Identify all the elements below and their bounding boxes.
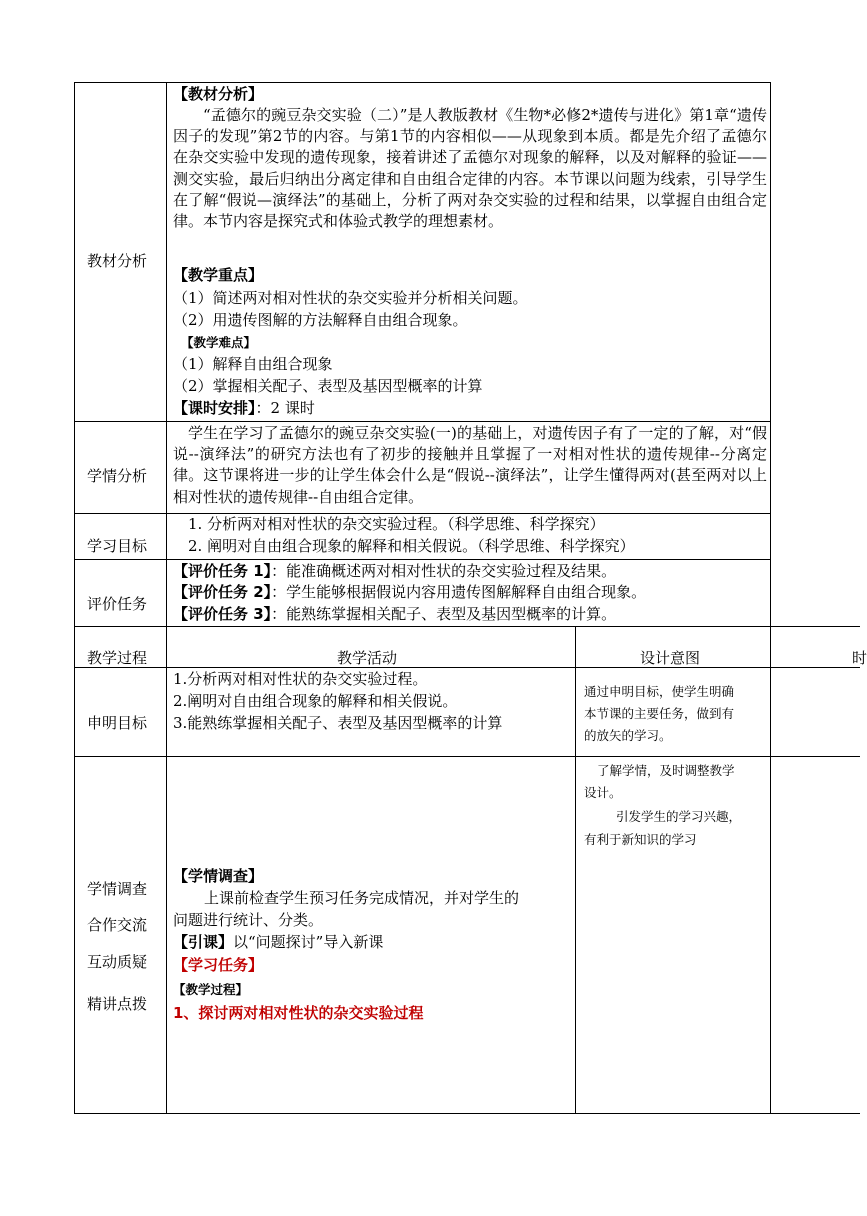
- schedule-line: [173, 398, 315, 419]
- step-1: 1、探讨两对相对性状的杂交实验过程: [173, 1004, 424, 1022]
- declare-item: 3.能熟练掌握相关配子、表型及基因型概率的计算: [173, 714, 503, 732]
- rule: [74, 82, 75, 1114]
- survey-line: 上课前检查学生预习任务完成情况，并对学生的: [204, 889, 520, 907]
- declare-intent-line: 通过申明目标，使学生明确: [584, 684, 735, 699]
- key-point-item: （1）简述两对相对性状的杂交实验并分析相关问题。: [173, 289, 528, 307]
- eval-tag: 【评价任务 2】: [173, 583, 272, 601]
- key-point-item: （2）用遗传图解的方法解释自由组合现象。: [173, 311, 468, 329]
- declare-intent-line: 的放矢的学习。: [584, 728, 672, 743]
- declare-item: 2.阐明对自由组合现象的解释和相关假说。: [173, 692, 458, 710]
- rule: [575, 626, 576, 1114]
- row-label-declare: 申明目标: [87, 714, 148, 732]
- difficulty-heading: 【教学难点】: [181, 335, 257, 350]
- textbook-heading: 【教材分析】: [173, 85, 264, 103]
- row-label-survey: 学情调查: [87, 880, 148, 898]
- eval-text: ：学生能够根据假说内容用遗传图解解释自由组合现象。: [271, 583, 647, 601]
- row-label-interact: 互动质疑: [87, 953, 148, 971]
- rule: [74, 626, 860, 627]
- header-process: 教学过程: [87, 649, 148, 667]
- eval-item: [173, 561, 616, 582]
- process-intent-line: 设计。: [584, 785, 622, 800]
- survey-heading: 【学情调查】: [173, 867, 264, 885]
- rule: [74, 421, 771, 422]
- header-activity: 教学活动: [337, 649, 398, 667]
- eval-item: [173, 604, 616, 625]
- rule: [770, 82, 771, 1114]
- difficulty-item: （1）解释自由组合现象: [173, 355, 333, 373]
- header-time: 时: [852, 649, 867, 667]
- survey-line: 问题进行统计、分类。: [173, 911, 324, 929]
- process-intent-line: 引发学生的学习兴趣，: [616, 809, 742, 824]
- textbook-paragraph: “孟德尔的豌豆杂交实验（二）”是人教版教材《生物*必修2*遗传与进化》第1章“遗传因子的发现”第2节的内容。与第1节的内容相似——从现象到本质。都是先介绍了孟德尔在杂交实验中发现的遗传现象，接着讲述了孟德尔对现象的解释，以及对解释的验证——测交实验，最后归纳出分离定律和自由组合定律的内容。本节课以问题为线索，引导学生在了解“假说—演绎法”的基础上，分析了两对杂交实验的过程和结果，以掌握自由组合定律。本节内容是探究式和体验式教学的理想素材。: [173, 106, 767, 231]
- eval-text: ：能熟练掌握相关配子、表型及基因型概率的计算。: [271, 605, 617, 623]
- eval-tag: 【评价任务 3】: [173, 605, 272, 623]
- intro-heading: 【引课】: [173, 933, 234, 951]
- rule: [74, 667, 860, 668]
- goal-item: 1. 分析两对相对性状的杂交实验过程。（科学思维、科学探究）: [188, 515, 605, 533]
- rule: [74, 559, 771, 560]
- row-label-eval: 评价任务: [87, 595, 148, 613]
- eval-text: ：能准确概述两对相对性状的杂交实验过程及结果。: [271, 562, 617, 580]
- key-points-heading: 【教学重点】: [173, 266, 264, 284]
- process-intent-line: 了解学情，及时调整教学: [597, 763, 735, 778]
- declare-intent-line: 本节课的主要任务，做到有: [584, 706, 735, 721]
- task-heading: 【学习任务】: [173, 956, 264, 974]
- schedule-value: ：2 课时: [255, 399, 315, 417]
- eval-tag: 【评价任务 1】: [173, 562, 272, 580]
- student-paragraph: 学生在学习了孟德尔的豌豆杂交实验(一)的基础上，对遗传因子有了一定的了解，对“假说--演绎法”的研究方法也有了初步的接触并且掌握了一对相对性状的遗传规律--分离定律。这节课将进一步的让学生体会什么是“假说--演绎法”，让学生懂得两对(甚至两对以上相对性状的遗传规律--自由组合定律。: [173, 424, 767, 506]
- row-label-goals: 学习目标: [87, 537, 148, 555]
- rule: [166, 82, 167, 1114]
- eval-item: [173, 582, 646, 603]
- rule: [74, 82, 771, 83]
- row-label-student: 学情分析: [87, 467, 148, 485]
- intro-text: 以“问题探讨”导入新课: [233, 933, 384, 951]
- row-label-textbook: 教材分析: [87, 252, 148, 270]
- declare-item: 1.分析两对相对性状的杂交实验过程。: [173, 670, 428, 688]
- process-intent-line: 有利于新知识的学习: [584, 832, 697, 847]
- goal-item: 2. 阐明对自由组合现象的解释和相关假说。（科学思维、科学探究）: [188, 537, 635, 555]
- row-label-explain: 精讲点拨: [87, 995, 148, 1013]
- process-heading: 【教学过程】: [173, 982, 249, 997]
- rule: [74, 1113, 860, 1114]
- row-label-cooperate: 合作交流: [87, 916, 148, 934]
- intro-line: [173, 932, 383, 953]
- header-intent: 设计意图: [640, 649, 701, 667]
- difficulty-item: （2）掌握相关配子、表型及基因型概率的计算: [173, 377, 483, 395]
- schedule-heading: 【课时安排】: [173, 399, 256, 417]
- rule: [74, 756, 860, 757]
